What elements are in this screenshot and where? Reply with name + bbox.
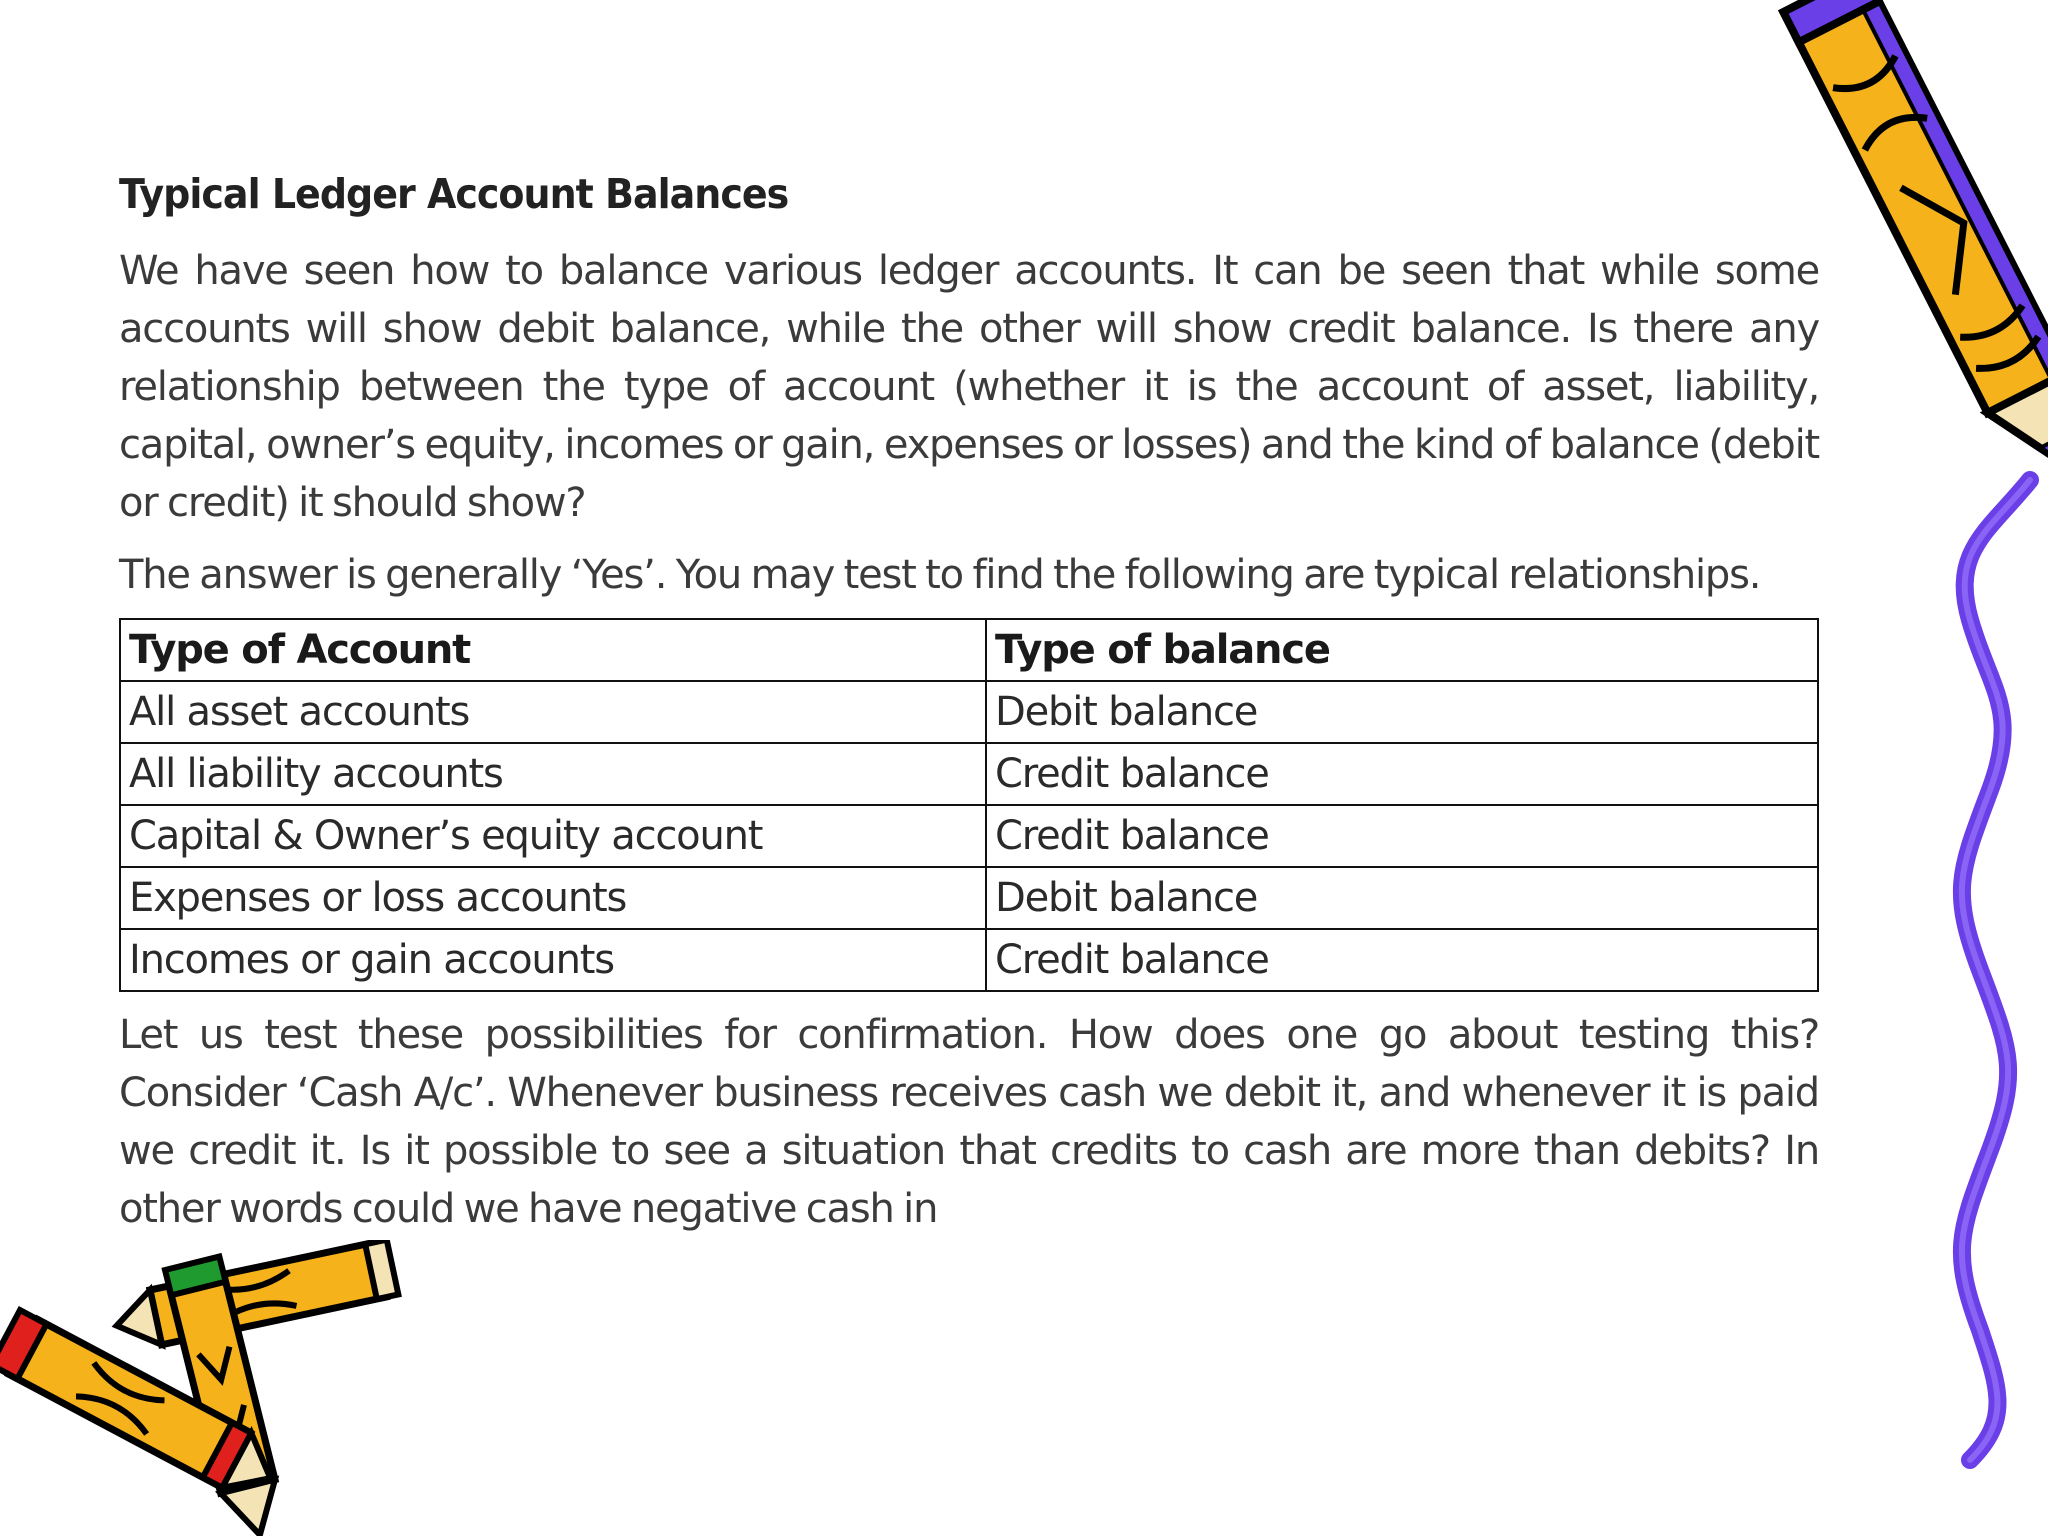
closing-paragraph: Let us test these possibilities for confirmation. How does one go about testing this? Consider ‘Cash A/c’. Whenever business receives cash we debit it, and whenever it is paid we credit it. Is it possible to see a situation that credits to cash are more than debits? In other words could we have negative cash in	[119, 1012, 1819, 1232]
table-row	[120, 929, 1818, 991]
account-cell: Expenses or loss accounts	[120, 867, 986, 929]
account-balance-table	[119, 618, 1819, 992]
table-row	[120, 867, 1818, 929]
answer-paragraph: The answer is generally ‘Yes’. You may test to find the following are typical relationships.	[119, 552, 1761, 598]
crayons-icon	[0, 1240, 420, 1536]
balance-cell: Credit balance	[986, 743, 1818, 805]
table-row	[120, 805, 1818, 867]
account-cell: All asset accounts	[120, 681, 986, 743]
account-cell: All liability accounts	[120, 743, 986, 805]
account-cell: Incomes or gain accounts	[120, 929, 986, 991]
pencil-icon	[1730, 0, 2048, 500]
table-header-row	[120, 619, 1818, 681]
squiggle-line-icon	[1930, 470, 2048, 1470]
table-row	[120, 743, 1818, 805]
page-title: Typical Ledger Account Balances	[119, 170, 789, 218]
document-body	[119, 170, 1819, 1252]
header-type-of-account: Type of Account	[120, 619, 986, 681]
balance-cell: Debit balance	[986, 681, 1818, 743]
balance-cell: Debit balance	[986, 867, 1818, 929]
table-row	[120, 681, 1818, 743]
intro-paragraph: We have seen how to balance various ledger accounts. It can be seen that while some accounts will show debit balance, while the other will show credit balance. Is there any relationship between the type of account (whether it is the account of asset, liability, capital, owner’s equity, incomes or gain, expenses or losses) and the kind of balance (debit or credit) it should show?	[119, 248, 1819, 526]
account-cell: Capital & Owner’s equity account	[120, 805, 986, 867]
header-type-of-balance: Type of balance	[986, 619, 1818, 681]
balance-cell: Credit balance	[986, 805, 1818, 867]
balance-cell: Credit balance	[986, 929, 1818, 991]
